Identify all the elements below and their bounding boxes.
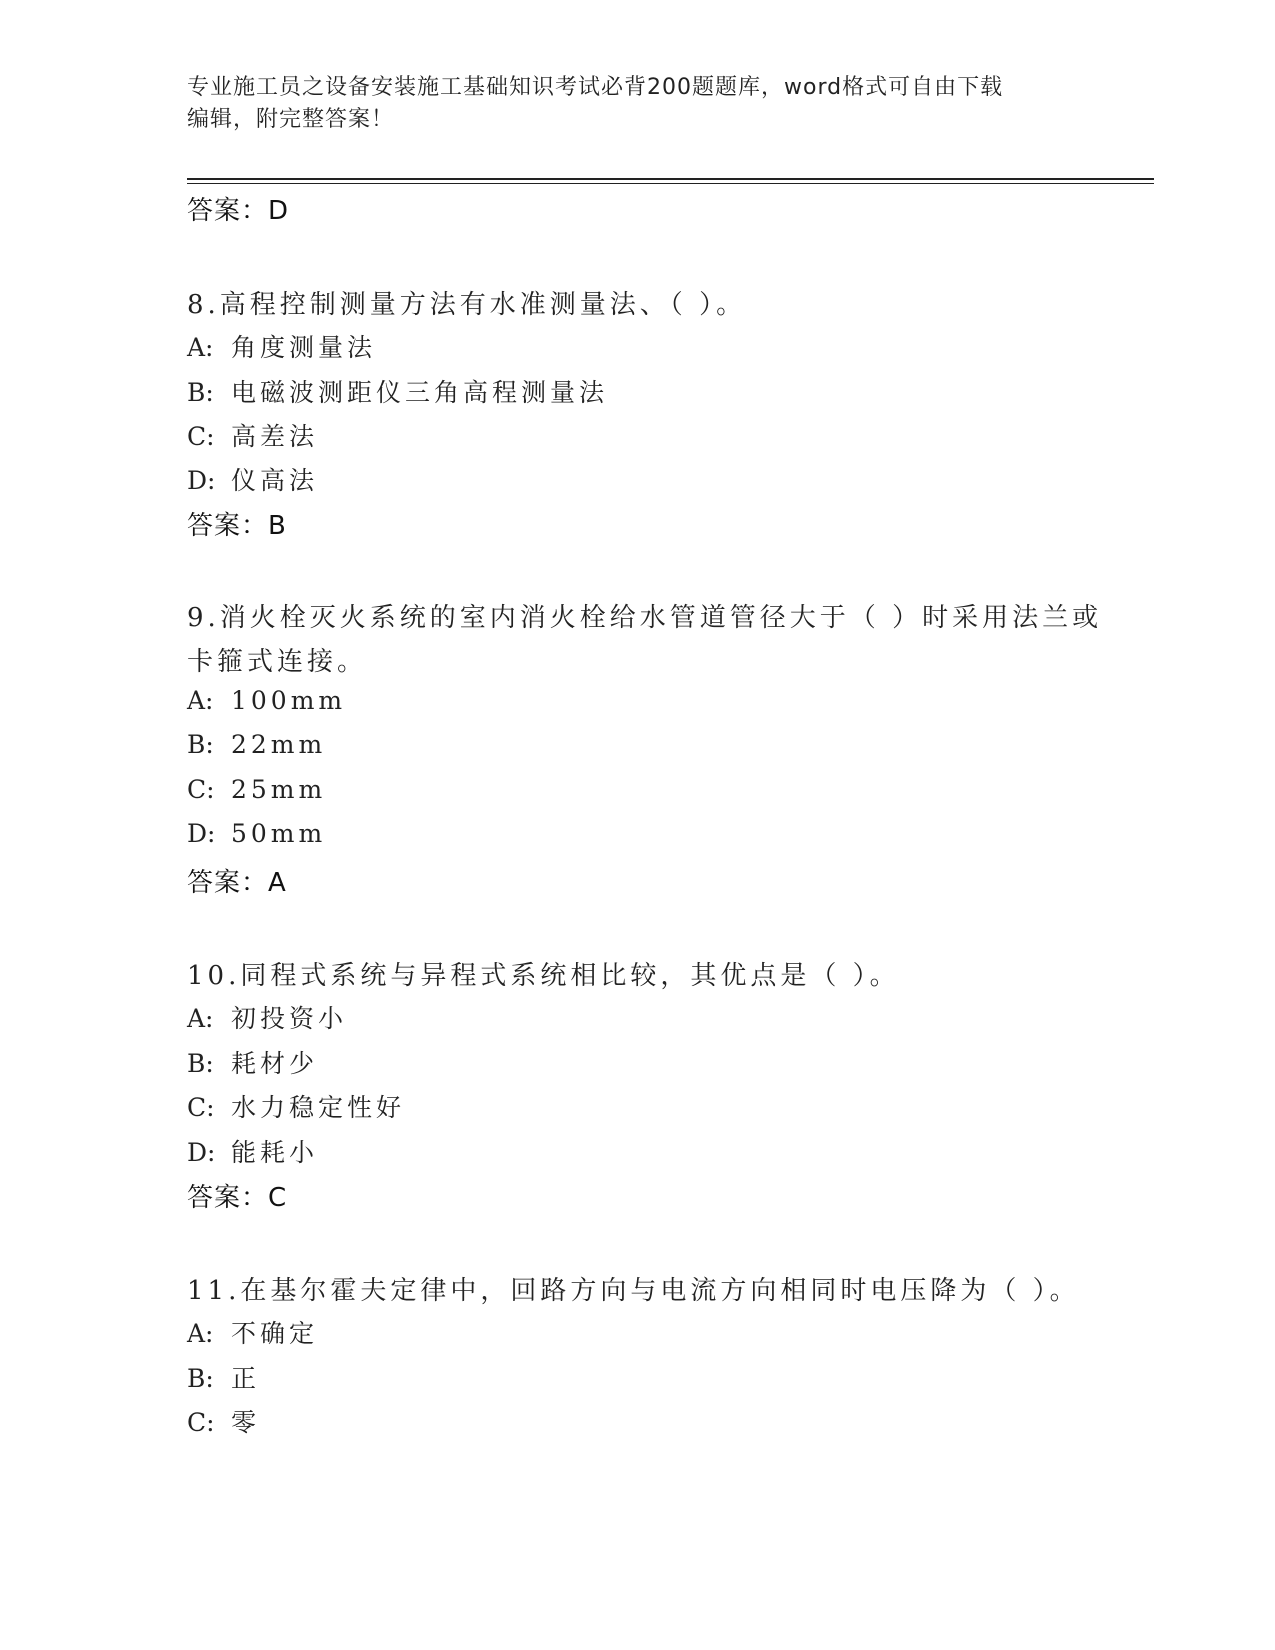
option-item [187, 417, 318, 453]
document-header [187, 72, 1087, 136]
option-text: 100mm [231, 686, 347, 715]
option-item [187, 461, 318, 497]
option-text: 初投资小 [231, 1004, 348, 1033]
option-letter: C: [187, 422, 215, 451]
option-letter: A: [187, 686, 214, 715]
option-text: 电磁波测距仪三角高程测量法 [231, 378, 609, 407]
question-stem-continued: 卡箍式连接。 [187, 647, 368, 677]
option-letter: A: [187, 1004, 214, 1033]
option-item [187, 730, 326, 759]
option-letter: B: [187, 1364, 214, 1393]
option-item [187, 1133, 318, 1169]
option-text: 高差法 [231, 422, 319, 451]
question-stem: 11.在基尔霍夫定律中，回路方向与电流方向相同时电压降为（ ）。 [187, 1276, 1080, 1306]
header-divider-thin [187, 183, 1154, 184]
option-letter: C: [187, 1408, 215, 1437]
answer-line: 答案：C [187, 1183, 288, 1213]
option-letter: A: [187, 1319, 214, 1348]
option-letter: B: [187, 378, 214, 407]
option-item [187, 1044, 318, 1080]
option-item [187, 1314, 318, 1350]
option-item [187, 686, 346, 715]
option-letter: B: [187, 730, 214, 759]
option-item [187, 819, 326, 848]
option-text: 正 [231, 1364, 261, 1393]
option-item [187, 373, 608, 409]
option-text: 仪高法 [231, 466, 319, 495]
option-text: 50mm [231, 819, 327, 848]
option-letter: D: [187, 1138, 216, 1167]
option-text: 25mm [231, 775, 327, 804]
option-item [187, 999, 347, 1035]
header-divider-thick [187, 178, 1154, 180]
option-letter: D: [187, 819, 216, 848]
answer-line: 答案：D [187, 196, 290, 226]
option-text: 能耗小 [231, 1138, 319, 1167]
header-title-line-2: 编辑，附完整答案！ [187, 107, 395, 132]
option-letter: A: [187, 333, 214, 362]
option-text: 水力稳定性好 [231, 1093, 406, 1122]
answer-line: 答案：A [187, 868, 287, 898]
option-letter: C: [187, 1093, 215, 1122]
option-text: 角度测量法 [231, 333, 377, 362]
option-text: 零 [231, 1408, 261, 1437]
question-stem: 10.同程式系统与异程式系统相比较，其优点是（ ）。 [187, 961, 900, 991]
option-item [187, 1359, 260, 1395]
option-text: 耗材少 [231, 1049, 319, 1078]
option-letter: C: [187, 775, 215, 804]
answer-line: 答案：B [187, 511, 287, 541]
option-letter: B: [187, 1049, 214, 1078]
question-stem: 8.高程控制测量方法有水准测量法、（ ）。 [187, 290, 747, 320]
option-item [187, 775, 326, 804]
option-text: 不确定 [231, 1319, 319, 1348]
option-item [187, 328, 376, 364]
option-item [187, 1403, 260, 1439]
header-title-line-1: 专业施工员之设备安装施工基础知识考试必背200题题库，word格式可自由下载 [187, 75, 1004, 100]
option-text: 22mm [231, 730, 327, 759]
option-letter: D: [187, 466, 216, 495]
question-stem: 9.消火栓灭火系统的室内消火栓给水管道管径大于（ ）时采用法兰或 [187, 603, 1103, 633]
option-item [187, 1088, 405, 1124]
